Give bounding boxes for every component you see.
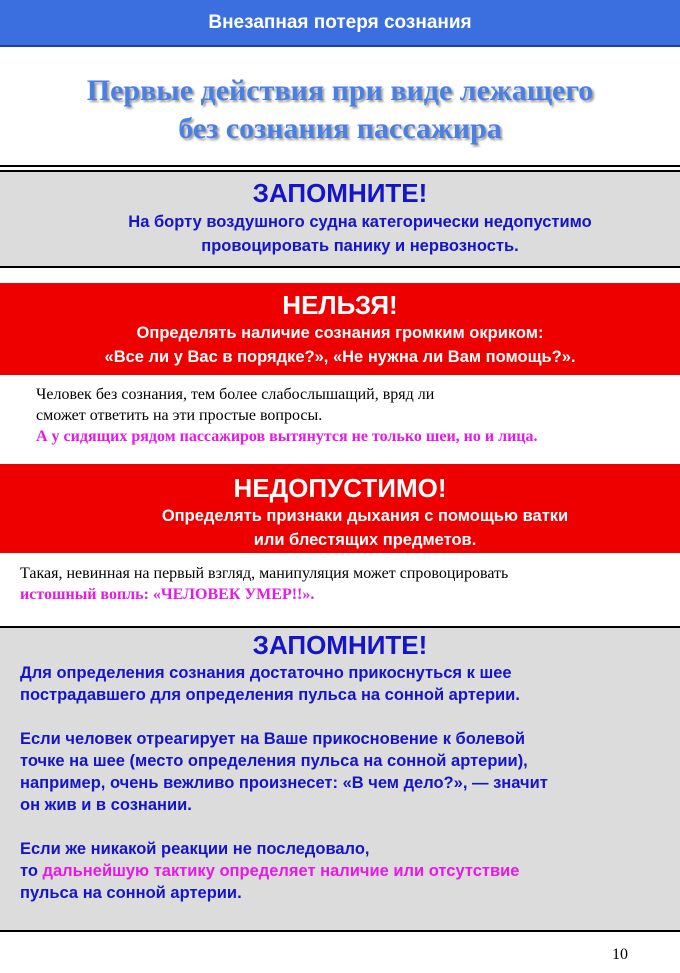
forbidden-box-2 [0,464,680,553]
forbidden-box-1 [0,283,680,375]
note-block-2 [20,563,508,605]
remember-2-p1-line-1: Для определения сознания достаточно прикоснуться к шее [20,664,512,682]
remember-2-p2-line-3: например, очень вежливо произнесет: «В чем дело?», — значит [20,774,548,792]
note-1-line-2: сможет ответить на эти простые вопросы. [36,407,323,424]
section-title: Внезапная потеря сознания [208,11,472,33]
remember-box-2 [0,626,680,932]
page-number: 10 [612,946,628,963]
remember-2-p3-line-1: Если же никакой реакции не последовало, [20,840,370,858]
remember-text-line-1: На борту воздушного судна категорически недопустимо [128,213,592,231]
remember-2-p2-line-1: Если человек отреагирует на Ваше прикосновение к болевой [20,730,525,748]
note-2-line-2: истошный вопль: «ЧЕЛОВЕК УМЕР!!». [20,586,315,603]
page-title-line-1: Первые действия при виде лежащего [86,74,594,107]
remember-2-p2-line-4: он жив и в сознании. [20,796,192,814]
remember-2-p3-line-3: пульса на сонной артерии. [20,884,242,902]
remember-2-p3-prefix: то [20,862,43,880]
forbidden-text-line-2: «Все ли у Вас в порядке?», «Не нужна ли Вам помощь?». [104,348,576,366]
remember-2-p1-line-2: пострадавшего для определения пульса на сонной артерии. [20,686,520,704]
note-1-line-1: Человек без сознания, тем более слабослышащий, вряд ли [36,386,435,403]
divider [0,165,680,167]
section-header [0,0,680,47]
forbidden-2-text-line-1: Определять признаки дыхания с помощью ватки [161,507,569,525]
remember-heading-2: ЗАПОМНИТЕ! [252,630,428,660]
forbidden-text-line-1: Определять наличие сознания громким окриком: [136,324,544,342]
remember-2-p3-line-2 [20,860,680,882]
remember-2-p3-line-2-highlight: дальнейшую тактику определяет наличие или отсутствие [42,862,520,880]
remember-box-1 [0,170,680,268]
remember-2-body [0,662,680,904]
page-title [0,72,680,148]
note-block-1 [36,384,538,447]
note-1-line-3: А у сидящих рядом пассажиров вытянутся не только шеи, но и лица. [36,428,538,445]
remember-text-line-2: провоцировать панику и нервозность. [201,237,519,255]
forbidden-heading-1: НЕЛЬЗЯ! [282,290,398,320]
forbidden-2-text-line-2: или блестящих предметов. [253,531,477,549]
remember-heading-1: ЗАПОМНИТЕ! [252,178,428,208]
remember-2-p2-line-2: точке на шее (место определения пульса на сонной артерии), [20,752,528,770]
note-2-line-1: Такая, невинная на первый взгляд, манипуляция может спровоцировать [20,565,509,582]
page-title-line-2: без сознания пассажира [178,112,502,145]
forbidden-heading-2: НЕДОПУСТИМО! [233,473,447,503]
